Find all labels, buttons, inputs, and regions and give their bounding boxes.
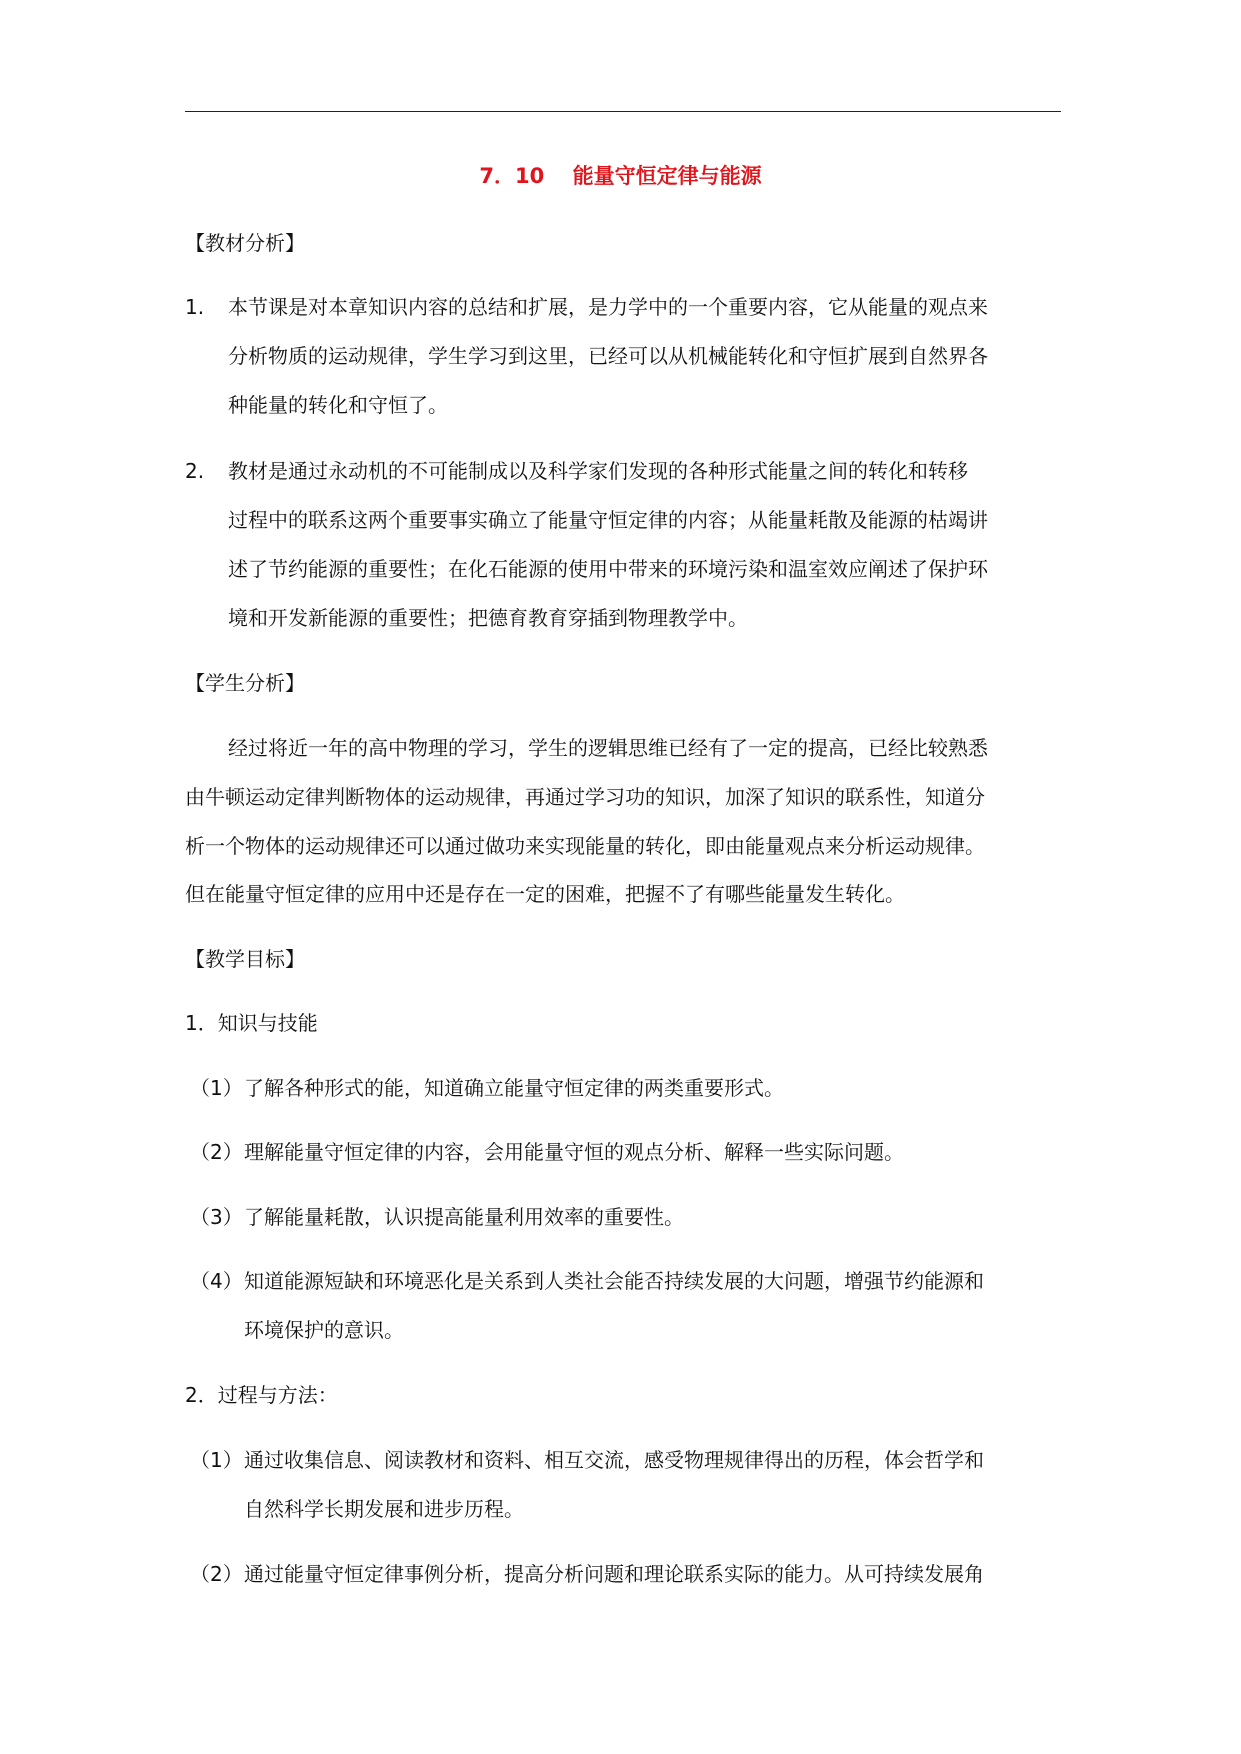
list-number: 1. <box>185 295 205 319</box>
paragraph-line: 教材是通过永动机的不可能制成以及科学家们发现的各种形式能量之间的转化和转移 <box>228 459 968 483</box>
paragraph-line: 经过将近一年的高中物理的学习，学生的逻辑思维已经有了一定的提高，已经比较熟悉 <box>228 736 988 760</box>
paragraph-line: 由牛顿运动定律判断物体的运动规律，再通过学习功的知识，加深了知识的联系性，知道分 <box>185 785 985 809</box>
paragraph-line: 通过能量守恒定律事例分析，提高分析问题和理论联系实际的能力。从可持续发展角 <box>244 1562 984 1586</box>
list-number: （3） <box>190 1205 243 1229</box>
paragraph-line: 述了节约能源的重要性；在化石能源的使用中带来的环境污染和温室效应阐述了保护环 <box>228 557 988 581</box>
list-number: （2） <box>190 1140 243 1164</box>
page-title: 7．10 能量守恒定律与能源 <box>479 164 762 188</box>
subsection-heading-knowledge: 1．知识与技能 <box>185 1011 318 1035</box>
paragraph-line: 种能量的转化和守恒了。 <box>228 393 448 417</box>
paragraph-line: 了解各种形式的能，知道确立能量守恒定律的两类重要形式。 <box>244 1076 784 1100</box>
list-number: （4） <box>190 1269 243 1293</box>
paragraph-line: 通过收集信息、阅读教材和资料、相互交流，感受物理规律得出的历程，体会哲学和 <box>244 1448 984 1472</box>
section-heading-textbook-analysis: 【教材分析】 <box>185 231 305 255</box>
subsection-heading-process: 2．过程与方法： <box>185 1383 338 1407</box>
paragraph-line: 析一个物体的运动规律还可以通过做功来实现能量的转化，即由能量观点来分析运动规律。 <box>185 834 985 858</box>
paragraph-line: 自然科学长期发展和进步历程。 <box>244 1497 524 1521</box>
list-number: （1） <box>190 1076 243 1100</box>
paragraph-line: 但在能量守恒定律的应用中还是存在一定的困难，把握不了有哪些能量发生转化。 <box>185 882 905 906</box>
paragraph-line: 理解能量守恒定律的内容，会用能量守恒的观点分析、解释一些实际问题。 <box>244 1140 904 1164</box>
paragraph-line: 了解能量耗散，认识提高能量利用效率的重要性。 <box>244 1205 684 1229</box>
section-heading-teaching-goals: 【教学目标】 <box>185 947 305 971</box>
section-heading-student-analysis: 【学生分析】 <box>185 671 305 695</box>
paragraph-line: 过程中的联系这两个重要事实确立了能量守恒定律的内容；从能量耗散及能源的枯竭讲 <box>228 508 988 532</box>
list-number: （2） <box>190 1562 243 1586</box>
paragraph-line: 分析物质的运动规律，学生学习到这里，已经可以从机械能转化和守恒扩展到自然界各 <box>228 344 988 368</box>
paragraph-line: 知道能源短缺和环境恶化是关系到人类社会能否持续发展的大问题，增强节约能源和 <box>244 1269 984 1293</box>
paragraph-line: 境和开发新能源的重要性；把德育教育穿插到物理教学中。 <box>228 606 748 630</box>
list-number: 2. <box>185 459 205 483</box>
paragraph-line: 本节课是对本章知识内容的总结和扩展，是力学中的一个重要内容，它从能量的观点来 <box>228 295 988 319</box>
list-number: （1） <box>190 1448 243 1472</box>
paragraph-line: 环境保护的意识。 <box>244 1318 404 1342</box>
header-rule <box>185 111 1061 112</box>
